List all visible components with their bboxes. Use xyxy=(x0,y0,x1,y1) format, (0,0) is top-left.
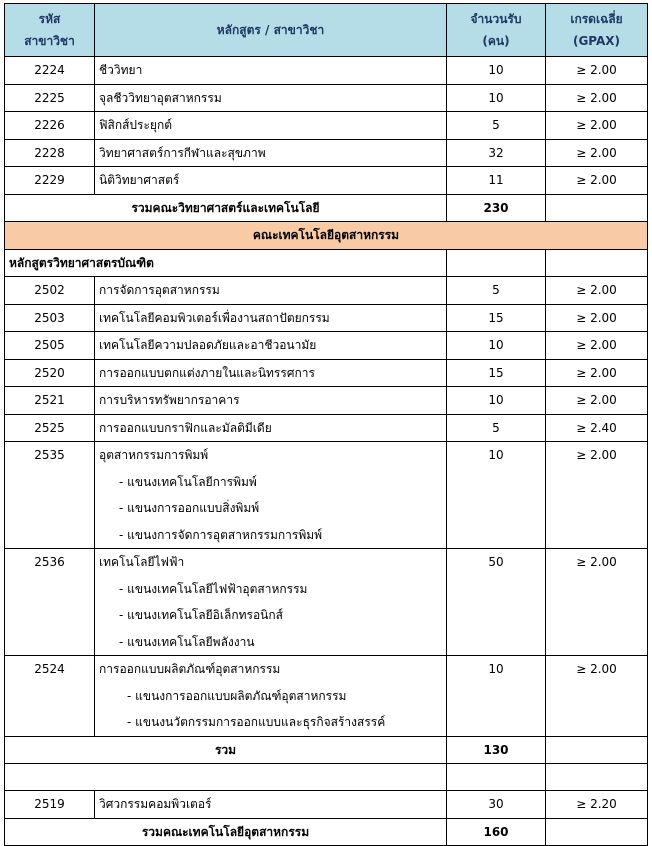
header-seats-line1: จำนวนรับ xyxy=(470,12,522,26)
seats-cell: 50 xyxy=(447,549,546,656)
code-cell: 2521 xyxy=(5,387,95,415)
empty-cell xyxy=(447,249,546,277)
name-cell xyxy=(95,656,447,737)
track-item: - แขนงการจัดการอุตสาหกรรมการพิมพ์ xyxy=(119,527,323,542)
header-seats-line2: (คน) xyxy=(482,34,510,48)
table-row xyxy=(5,304,648,332)
seats-cell: 10 xyxy=(447,332,546,360)
name-cell: ชีววิทยา xyxy=(95,57,447,85)
gpax-cell: ≥ 2.00 xyxy=(546,359,648,387)
gpax-cell: ≥ 2.00 xyxy=(546,112,648,140)
header-program: หลักสูตร / สาขาวิชา xyxy=(95,4,447,57)
code-cell: 2520 xyxy=(5,359,95,387)
tech-total-label: รวมคณะเทคโนโลยีอุตสาหกรรม xyxy=(5,818,447,846)
table-row xyxy=(5,57,648,85)
subtotal-seats: 130 xyxy=(447,736,546,764)
gpax-cell: ≥ 2.00 xyxy=(546,277,648,305)
faculty-heading: คณะเทคโนโลยีอุตสาหกรรม xyxy=(5,222,648,250)
header-gpax xyxy=(546,4,648,57)
seats-cell: 5 xyxy=(447,112,546,140)
code-cell: 2225 xyxy=(5,84,95,112)
track-item: - แขนงเทคโนโลยีไฟฟ้าอุตสาหกรรม xyxy=(119,581,308,596)
empty-cell xyxy=(5,764,447,791)
table-row xyxy=(5,277,648,305)
empty-cell xyxy=(546,194,648,222)
code-cell: 2535 xyxy=(5,442,95,549)
seats-cell: 10 xyxy=(447,84,546,112)
header-code-line2: สาขาวิชา xyxy=(24,34,75,48)
seats-cell: 10 xyxy=(447,57,546,85)
empty-cell xyxy=(546,249,648,277)
name-cell: วิทยาศาสตร์การกีฬาและสุขภาพ xyxy=(95,139,447,167)
code-cell: 2224 xyxy=(5,57,95,85)
seats-cell: 10 xyxy=(447,656,546,737)
code-cell: 2536 xyxy=(5,549,95,656)
science-total-row xyxy=(5,194,648,222)
table-row-2524 xyxy=(5,656,648,737)
track-item: - แขนงเทคโนโลยีพลังงาน xyxy=(119,634,255,649)
code-cell: 2228 xyxy=(5,139,95,167)
gpax-cell: ≥ 2.00 xyxy=(546,442,648,549)
code-cell: 2519 xyxy=(5,791,95,819)
name-cell: วิศวกรรมคอมพิวเตอร์ xyxy=(95,791,447,819)
empty-cell xyxy=(546,818,648,846)
header-gpax-line2: (GPAX) xyxy=(572,34,621,48)
seats-cell: 10 xyxy=(447,442,546,549)
code-cell: 2503 xyxy=(5,304,95,332)
code-cell: 2524 xyxy=(5,656,95,737)
table-row xyxy=(5,84,648,112)
code-cell: 2525 xyxy=(5,414,95,442)
gpax-cell: ≥ 2.00 xyxy=(546,304,648,332)
track-item: - แขนงเทคโนโลยีอิเล็กทรอนิกส์ xyxy=(119,608,283,622)
name-cell: การบริหารทรัพยากรอาคาร xyxy=(95,387,447,415)
header-row xyxy=(5,4,648,57)
table-row xyxy=(5,112,648,140)
empty-cell xyxy=(546,764,648,791)
subtotal-label: รวม xyxy=(5,736,447,764)
header-seats xyxy=(447,4,546,57)
seats-cell: 10 xyxy=(447,387,546,415)
gpax-cell: ≥ 2.20 xyxy=(546,791,648,819)
gpax-cell: ≥ 2.00 xyxy=(546,656,648,737)
seats-cell: 5 xyxy=(447,414,546,442)
seats-cell: 11 xyxy=(447,167,546,195)
name-cell: เทคโนโลยีคอมพิวเตอร์เพื่องานสถาปัตยกรรม xyxy=(95,304,447,332)
table-row-2535 xyxy=(5,442,648,549)
name-cell: การออกแบบตกแต่งภายในและนิทรรศการ xyxy=(95,359,447,387)
empty-cell xyxy=(447,764,546,791)
code-cell: 2226 xyxy=(5,112,95,140)
program-name: การออกแบบผลิตภัณฑ์อุตสาหกรรม xyxy=(99,662,281,676)
gpax-cell: ≥ 2.00 xyxy=(546,332,648,360)
empty-cell xyxy=(546,736,648,764)
tech-total-seats: 160 xyxy=(447,818,546,846)
name-cell xyxy=(95,442,447,549)
track-item: - แขนงเทคโนโลยีการพิมพ์ xyxy=(119,474,257,489)
table-row-2536 xyxy=(5,549,648,656)
admission-table xyxy=(4,3,648,846)
track-item: - แขนงการออกแบบผลิตภัณฑ์อุตสาหกรรม xyxy=(127,688,347,703)
name-cell: เทคโนโลยีความปลอดภัยและอาชีวอนามัย xyxy=(95,332,447,360)
faculty-heading-row xyxy=(5,222,648,250)
tech-total-row xyxy=(5,818,648,846)
gpax-cell: ≥ 2.00 xyxy=(546,549,648,656)
code-cell: 2229 xyxy=(5,167,95,195)
name-cell: การออกแบบกราฟิกและมัลติมีเดีย xyxy=(95,414,447,442)
track-item: - แขนงการออกแบบสิ่งพิมพ์ xyxy=(119,501,260,515)
table-row xyxy=(5,359,648,387)
name-cell xyxy=(95,549,447,656)
gpax-cell: ≥ 2.00 xyxy=(546,167,648,195)
program-name: เทคโนโลยีไฟฟ้า xyxy=(99,555,185,569)
code-cell: 2505 xyxy=(5,332,95,360)
table-row xyxy=(5,414,648,442)
table-row xyxy=(5,791,648,819)
header-code xyxy=(5,4,95,57)
seats-cell: 15 xyxy=(447,359,546,387)
seats-cell: 5 xyxy=(447,277,546,305)
subtotal-row xyxy=(5,736,648,764)
code-cell: 2502 xyxy=(5,277,95,305)
gpax-cell: ≥ 2.00 xyxy=(546,387,648,415)
science-total-label: รวมคณะวิทยาศาสตร์และเทคโนโลยี xyxy=(5,194,447,222)
program-name: อุตสาหกรรมการพิมพ์ xyxy=(99,448,209,462)
track-item: - แขนงนวัตกรรมการออกแบบและธุรกิจสร้างสรรค์ xyxy=(127,715,386,729)
gpax-cell: ≥ 2.40 xyxy=(546,414,648,442)
empty-row xyxy=(5,764,648,791)
name-cell: จุลชีววิทยาอุตสาหกรรม xyxy=(95,84,447,112)
program-heading-row xyxy=(5,249,648,277)
header-gpax-line1: เกรดเฉลี่ย xyxy=(570,12,623,26)
gpax-cell: ≥ 2.00 xyxy=(546,139,648,167)
table-row xyxy=(5,387,648,415)
seats-cell: 15 xyxy=(447,304,546,332)
name-cell: การจัดการอุตสาหกรรม xyxy=(95,277,447,305)
name-cell: นิติวิทยาศาสตร์ xyxy=(95,167,447,195)
seats-cell: 32 xyxy=(447,139,546,167)
gpax-cell: ≥ 2.00 xyxy=(546,57,648,85)
table-row xyxy=(5,167,648,195)
seats-cell: 30 xyxy=(447,791,546,819)
gpax-cell: ≥ 2.00 xyxy=(546,84,648,112)
table-row xyxy=(5,332,648,360)
table-row xyxy=(5,139,648,167)
science-total-seats: 230 xyxy=(447,194,546,222)
header-code-line1: รหัส xyxy=(38,12,61,26)
name-cell: ฟิสิกส์ประยุกต์ xyxy=(95,112,447,140)
program-heading: หลักสูตรวิทยาศาสตรบัณฑิต xyxy=(5,249,447,277)
